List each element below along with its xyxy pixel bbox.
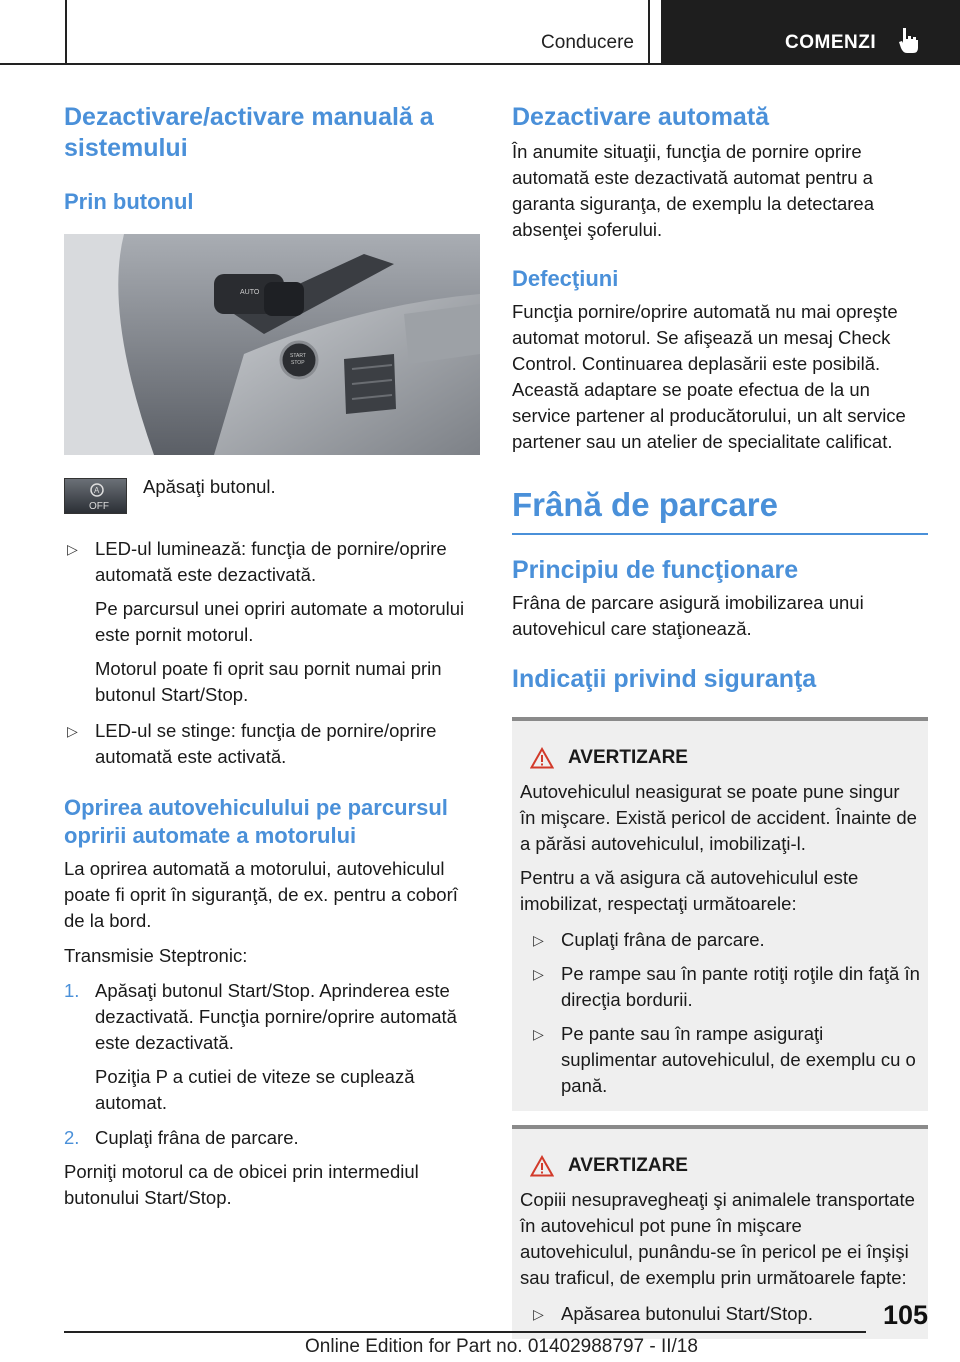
triangle-bullet-icon: ▷ — [533, 932, 544, 948]
footer-edition: Online Edition for Part no. 01402988797 - II/18 — [305, 1336, 698, 1357]
left-column — [64, 100, 480, 1211]
bullet-text: Cuplaţi frâna de parcare. — [561, 929, 765, 950]
steps-list — [64, 978, 480, 1151]
list-item — [64, 536, 480, 708]
heading-stop-during-auto-stop: Oprirea autovehiculului pe parcursul opririi automate a motorului — [64, 795, 448, 848]
warning-triangle-icon — [530, 747, 554, 769]
list-item — [64, 978, 480, 1116]
heading-auto-deactivation: Dezactivare automată — [512, 103, 770, 131]
photo-stop-label: STOP — [291, 360, 305, 366]
bullet-text: LED-ul luminează: funcţia de pornire/oprire automată este dezactivată. — [95, 538, 447, 585]
bullet-text: Motorul poate fi oprit sau pornit numai prin butonul Start/Stop. — [95, 658, 442, 705]
svg-text:A: A — [94, 486, 100, 495]
press-button-row — [64, 478, 480, 514]
heading-parking-brake: Frână de parcare — [512, 486, 778, 523]
heading-manual-deactivation: Dezactivare/activare manuală a sistemului — [64, 103, 434, 162]
heading-malfunctions: Defecţiuni — [512, 266, 619, 291]
header-chapter-tab[interactable] — [661, 0, 960, 65]
warning-text: Pentru a vă asigura că autovehiculul este imobilizat, respectaţi următoarele: — [520, 867, 859, 914]
warning-list — [520, 1301, 920, 1327]
header-chapter-label: COMENZI — [785, 32, 877, 53]
list-item — [530, 1021, 920, 1099]
page-number: 105 — [882, 1300, 928, 1330]
bullet-text: Pe pante sau în rampe asiguraţi suplimentar autovehiculul, de exemplu cu o pană. — [561, 1023, 916, 1096]
warning-text: Copiii nesupravegheaţi şi animalele transportate în autovehicul pot pune în mişcare autovehiculul, punându-se în pericol pe ei înşişi sau traficul, de exemplu prin următoarele fapte: — [520, 1189, 915, 1288]
triangle-bullet-icon: ▷ — [533, 1026, 544, 1042]
warning-box — [512, 717, 928, 1111]
bullet-text: LED-ul se stinge: funcţia de pornire/oprire automată este activată. — [95, 720, 437, 767]
triangle-bullet-icon: ▷ — [533, 966, 544, 982]
warning-title: AVERTIZARE — [568, 1155, 688, 1176]
steering-column-illustration — [64, 234, 480, 455]
paragraph-principle: Frâna de parcare asigură imobilizarea unui autovehicul care staţionează. — [512, 592, 864, 639]
right-column — [512, 100, 928, 1339]
photo-auto-label: AUTO — [240, 289, 260, 296]
warning-triangle-icon — [530, 1155, 554, 1177]
press-button-text: Apăsaţi butonul. — [143, 476, 276, 497]
paragraph-stop: La oprirea automată a motorului, autovehiculul poate fi oprit în siguranţă, de ex. pentru a coborî de la bord. — [64, 858, 458, 931]
heading-principle: Principiu de funcţionare — [512, 556, 799, 584]
triangle-bullet-icon: ▷ — [533, 1306, 544, 1322]
warning-title: AVERTIZARE — [568, 747, 688, 768]
triangle-bullet-icon: ▷ — [67, 723, 78, 739]
list-item — [64, 718, 480, 770]
heading-safety: Indicaţii privind siguranţa — [512, 665, 817, 693]
paragraph-malfunctions: Funcţia pornire/oprire automată nu mai opreşte automat motorul. Se afişează un mesaj Check Control. Continuarea deplasării este posibilă. Această adaptare se poate efectua de la un service partener al producătorului, un alt service partener sau un atelier de specialitate calificat. — [512, 301, 906, 452]
warning-box — [512, 1125, 928, 1339]
list-item — [530, 927, 920, 953]
heading-by-button: Prin butonul — [64, 189, 194, 214]
photo-start-label: START — [290, 353, 306, 359]
step-text: Apăsaţi butonul Start/Stop. Aprinderea este dezactivată. Funcţia pornire/oprire automată este dezactivată. — [95, 980, 457, 1053]
footer-rule — [64, 1331, 866, 1333]
hand-pointer-icon — [897, 26, 921, 54]
off-label: OFF — [89, 501, 109, 512]
paragraph-start-engine: Porniţi motorul ca de obicei prin intermediul butonului Start/Stop. — [64, 1161, 419, 1208]
bullet-text: Apăsarea butonului Start/Stop. — [561, 1303, 813, 1324]
paragraph-transmission: Transmisie Steptronic: — [64, 945, 248, 966]
paragraph-auto-deactivation: În anumite situaţii, funcţia de pornire oprire automată este dezactivată automat pentru a garanta siguranţa, de exemplu la detectarea absenţei şoferului. — [512, 141, 875, 240]
auto-start-stop-off-icon — [64, 478, 127, 514]
triangle-bullet-icon: ▷ — [67, 541, 78, 557]
led-status-list — [64, 536, 480, 770]
header-section-box — [65, 0, 650, 65]
list-item — [64, 1125, 480, 1151]
step-text: Cuplaţi frâna de parcare. — [95, 1127, 299, 1148]
header-section-title: Conducere — [541, 32, 634, 53]
step-number: 1. — [64, 980, 80, 1001]
steering-column-photo — [64, 234, 480, 455]
list-item — [530, 961, 920, 1013]
step-number: 2. — [64, 1127, 80, 1148]
bullet-text: Pe parcursul unei opriri automate a motorului este pornit motorul. — [95, 598, 465, 645]
bullet-text: Pe rampe sau în pante rotiţi roţile din faţă în direcţia bordurii. — [561, 963, 920, 1010]
list-item — [530, 1301, 920, 1327]
warning-list — [520, 927, 920, 1099]
step-text: Poziţia P a cutiei de viteze se cuplează automat. — [95, 1066, 415, 1113]
warning-text: Autovehiculul neasigurat se poate pune singur în mişcare. Există pericol de accident. Înainte de a părăsi autovehiculul, imobilizaţi-l. — [520, 781, 917, 854]
section-rule — [512, 533, 928, 535]
